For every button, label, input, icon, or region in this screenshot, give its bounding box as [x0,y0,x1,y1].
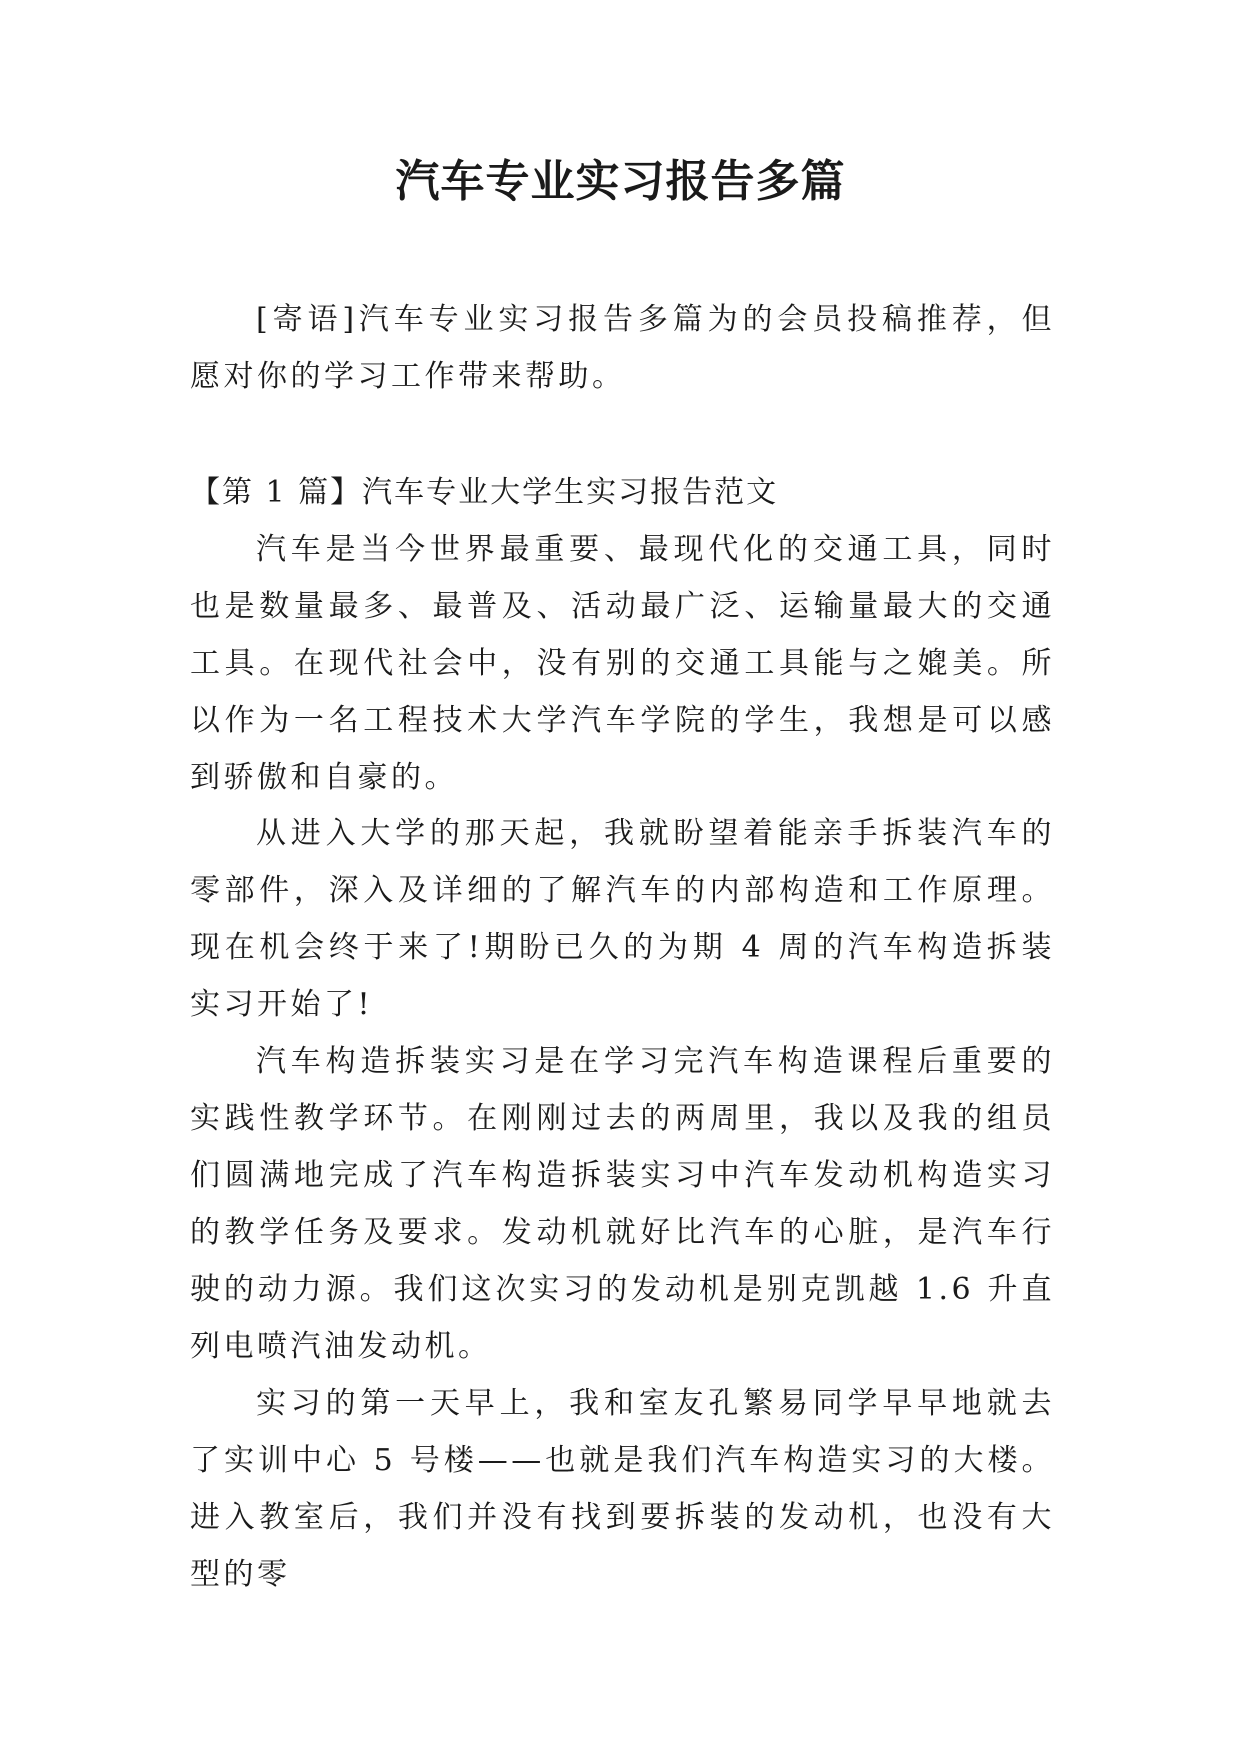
intro-paragraph: [寄语]汽车专业实习报告多篇为的会员投稿推荐，但愿对你的学习工作带来帮助。 [190,302,1055,394]
body-paragraph-4: 实习的第一天早上，我和室友孔繁易同学早早地就去了实训中心 5 号楼——也就是我们汽车构造实习的大楼。进入教室后，我们并没有找到要拆装的发动机，也没有大型的零 [190,1386,1055,1592]
body-paragraph-1: 汽车是当今世界最重要、最现代化的交通工具，同时也是数量最多、最普及、活动最广泛、运输量最大的交通工具。在现代社会中，没有别的交通工具能与之媲美。所以作为一名工程技术大学汽车学院的学生，我想是可以感到骄傲和自豪的。 [190,532,1055,795]
document-title: 汽车专业实习报告多篇 [395,156,846,207]
body-paragraph-2: 从进入大学的那天起，我就盼望着能亲手拆装汽车的零部件，深入及详细的了解汽车的内部构造和工作原理。现在机会终于来了!期盼已久的为期 4 周的汽车构造拆装实习开始了! [190,816,1055,1022]
section-heading: 【第 1 篇】汽车专业大学生实习报告范文 [190,475,779,510]
body-paragraph-3: 汽车构造拆装实习是在学习完汽车构造课程后重要的实践性教学环节。在刚刚过去的两周里，我以及我的组员们圆满地完成了汽车构造拆装实习中汽车发动机构造实习的教学任务及要求。发动机就好比汽车的心脏，是汽车行驶的动力源。我们这次实习的发动机是别克凯越 1.6 升直列电喷汽油发动机。 [190,1044,1055,1364]
